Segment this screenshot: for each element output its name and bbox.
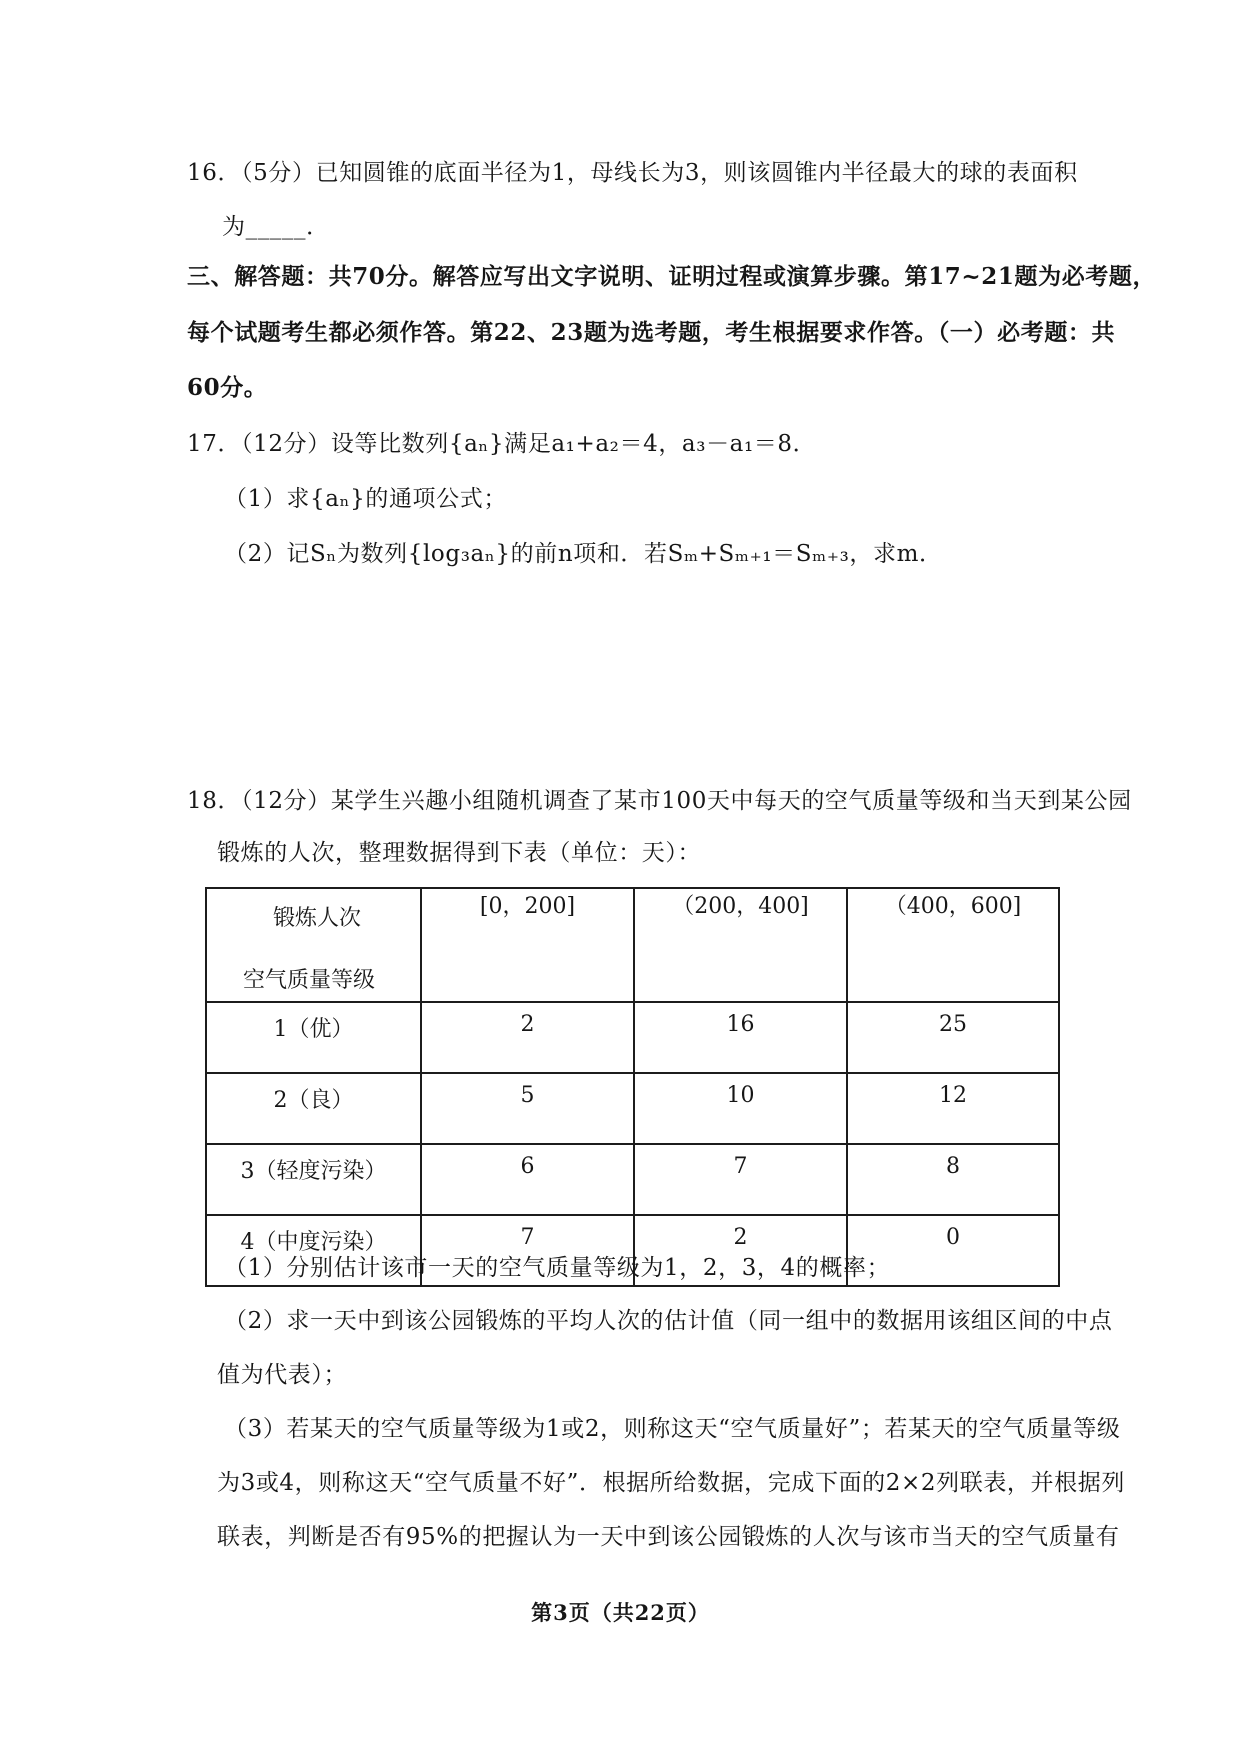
- table-cell: 7: [634, 1144, 847, 1215]
- section-3-heading-line-2: 每个试题考生都必须作答。第22、23题为选考题，考生根据要求作答。（一）必考题：共: [187, 319, 1116, 346]
- corner-label-air-quality-level: 空气质量等级: [243, 968, 376, 993]
- table-column-header: [0，200]: [421, 888, 634, 1002]
- table-column-header: （200，400]: [634, 888, 847, 1002]
- table-cell: 7: [421, 1215, 634, 1286]
- question-17-part-1: （1）求{aₙ}的通项公式；: [224, 486, 507, 512]
- table-cell: 25: [847, 1002, 1059, 1073]
- table-corner-cell: [206, 888, 421, 1002]
- question-17-part-2: （2）记Sₙ为数列{log₃aₙ}的前n项和．若Sₘ+Sₘ₊₁＝Sₘ₊₃，求m．: [224, 541, 943, 567]
- section-3-heading-line-3: 60分。: [187, 374, 268, 401]
- table-cell: 2: [634, 1215, 847, 1286]
- table-cell: 10: [634, 1073, 847, 1144]
- question-18-sub-3-cont-2: 联表，判断是否有95%的把握认为一天中到该公园锻炼的人次与该市当天的空气质量有: [217, 1524, 1120, 1550]
- table-cell: 0: [847, 1215, 1059, 1286]
- question-18-sub-1: （1）分别估计该市一天的空气质量等级为1，2，3，4的概率；: [224, 1255, 891, 1281]
- question-16-line-2-blank: 为_____．: [222, 214, 330, 240]
- row-label: 3（轻度污染）: [206, 1144, 421, 1215]
- page-footer: 第3页（共22页）: [531, 1600, 710, 1625]
- question-18-line-2: 锻炼的人次，整理数据得到下表（单位：天）：: [217, 840, 702, 866]
- question-18-sub-2: （2）求一天中到该公园锻炼的平均人次的估计值（同一组中的数据用该组区间的中点: [224, 1308, 1113, 1334]
- question-17-line-1: 17．（12分）设等比数列{aₙ}满足a₁+a₂＝4，a₃－a₁＝8．: [187, 431, 817, 457]
- row-label: 2（良）: [206, 1073, 421, 1144]
- question-18-sub-3: （3）若某天的空气质量等级为1或2，则称这天“空气质量好”；若某天的空气质量等级: [224, 1416, 1121, 1442]
- row-label: 1（优）: [206, 1002, 421, 1073]
- table-cell: 2: [421, 1002, 634, 1073]
- row-label: 4（中度污染）: [206, 1215, 421, 1286]
- table-row: [206, 1073, 1059, 1144]
- table-column-header: （400，600]: [847, 888, 1059, 1002]
- table-header-row: [206, 888, 1059, 1002]
- table-cell: 8: [847, 1144, 1059, 1215]
- table-cell: 12: [847, 1073, 1059, 1144]
- table-cell: 5: [421, 1073, 634, 1144]
- table-cell: 6: [421, 1144, 634, 1215]
- question-18-line-1: 18．（12分）某学生兴趣小组随机调查了某市100天中每天的空气质量等级和当天到某公园: [187, 788, 1132, 814]
- question-18-sub-3-cont-1: 为3或4，则称这天“空气质量不好”．根据所给数据，完成下面的2×2列联表，并根据列: [217, 1470, 1125, 1496]
- question-18-sub-2-cont: 值为代表）；: [217, 1362, 348, 1388]
- air-quality-table: [205, 887, 1060, 1287]
- table-row: [206, 1144, 1059, 1215]
- table-row: [206, 1002, 1059, 1073]
- section-3-heading-line-1: 三、解答题：共70分。解答应写出文字说明、证明过程或演算步骤。第17~21题为必考题，: [187, 263, 1157, 290]
- corner-label-exercise-count: 锻炼人次: [273, 906, 362, 931]
- table-cell: 16: [634, 1002, 847, 1073]
- question-16-line-1: 16．（5分）已知圆锥的底面半径为1，母线长为3，则该圆锥内半径最大的球的表面积: [187, 160, 1078, 186]
